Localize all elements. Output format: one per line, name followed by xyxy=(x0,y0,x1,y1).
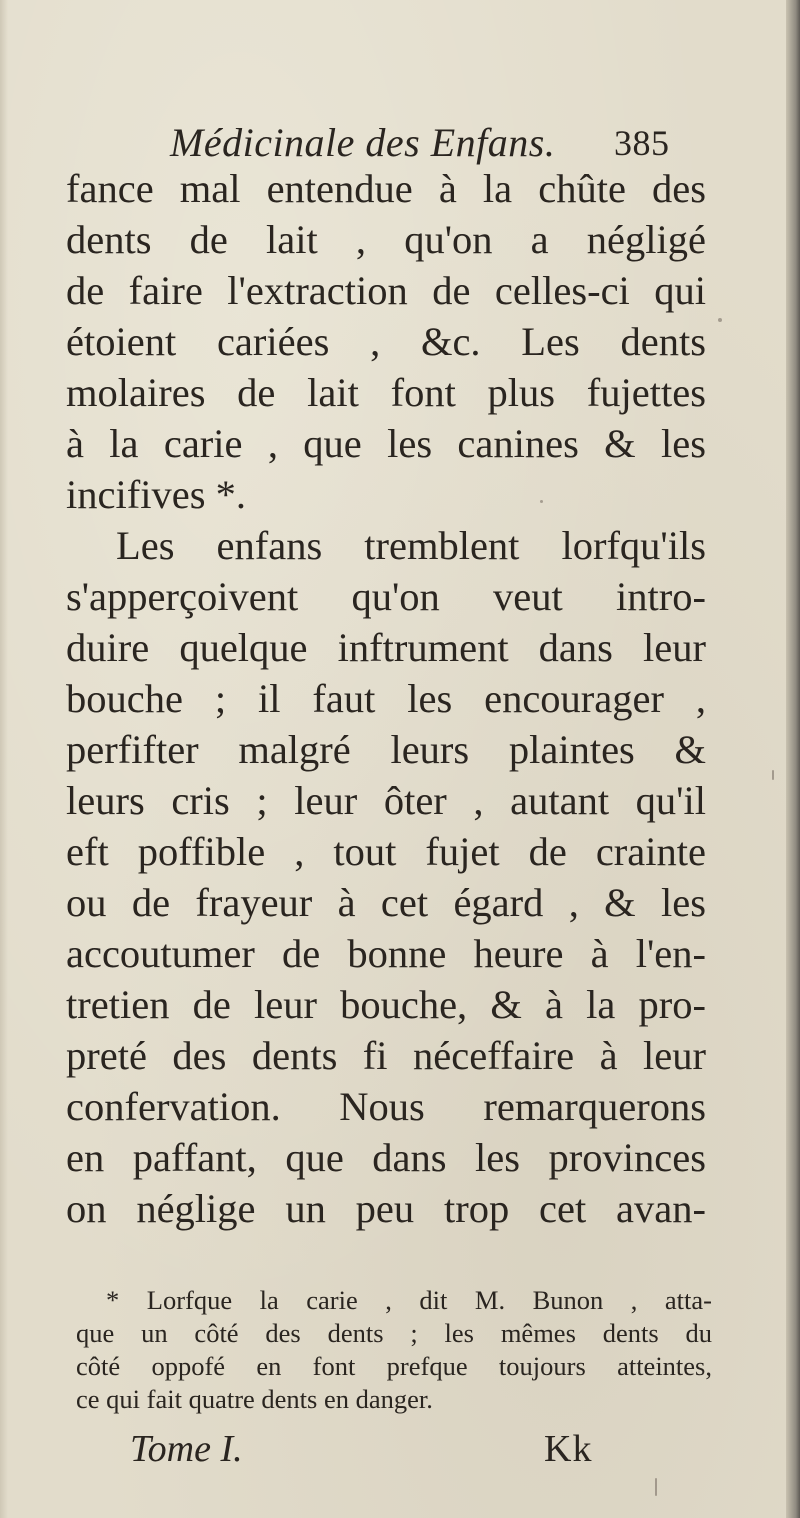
body-line: à la carie , que les canines & les xyxy=(66,421,706,466)
signature-mark: Kk xyxy=(544,1428,593,1470)
footnote-line: que un côté des dents ; les mêmes dents du xyxy=(76,1318,712,1348)
body-line: molaires de lait font plus fujettes xyxy=(66,370,706,415)
body-line-paragraph-end: incifives *. xyxy=(66,472,246,517)
body-line: preté des dents fi néceffaire à leur xyxy=(66,1033,706,1078)
body-line: confervation. Nous remarquerons xyxy=(66,1084,706,1129)
paper-speck xyxy=(540,500,543,503)
body-line: leurs cris ; leur ôter , autant qu'il xyxy=(66,778,706,823)
body-line: tretien de leur bouche, & à la pro- xyxy=(66,982,706,1027)
body-line: dents de lait , qu'on a négligé xyxy=(66,217,706,262)
footnote-line: ce qui fait quatre dents en danger. xyxy=(76,1384,433,1414)
footnote-separator-space xyxy=(66,1232,706,1272)
page-right-edge-shadow xyxy=(786,0,800,1518)
body-line: de faire l'extraction de celles-ci qui xyxy=(66,268,706,313)
footnote-line: * Lorfque la carie , dit M. Bunon , atta- xyxy=(106,1285,712,1315)
paper-speck xyxy=(655,1478,657,1496)
body-line: on néglige un peu trop cet avan- xyxy=(66,1186,706,1231)
body-line: bouche ; il faut les encourager , xyxy=(66,676,706,721)
body-text xyxy=(66,163,706,1234)
body-line: accoutumer de bonne heure à l'en- xyxy=(66,931,706,976)
running-head-title: Médicinale des Enfans. xyxy=(170,120,556,165)
body-line: perfifter malgré leurs plaintes & xyxy=(66,727,706,772)
body-line: duire quelque inftrument dans leur xyxy=(66,625,706,670)
volume-label: Tome I. xyxy=(130,1428,243,1470)
body-line: en paffant, que dans les provinces xyxy=(66,1135,706,1180)
paper-speck xyxy=(772,770,774,780)
running-head xyxy=(170,118,710,168)
page-number: 385 xyxy=(614,123,670,163)
page-footer xyxy=(130,1424,630,1474)
body-line-paragraph-start: Les enfans tremblent lorfqu'ils xyxy=(116,523,706,568)
footnote-line: côté oppofé en font prefque toujours atteintes, xyxy=(76,1351,712,1381)
body-line: fance mal entendue à la chûte des xyxy=(66,166,706,211)
page-left-edge-shadow xyxy=(0,0,8,1518)
paper-speck xyxy=(718,318,722,322)
body-line: s'apperçoivent qu'on veut intro- xyxy=(66,574,706,619)
body-line: étoient cariées , &c. Les dents xyxy=(66,319,706,364)
footnote xyxy=(76,1284,712,1416)
body-line: ou de frayeur à cet égard , & les xyxy=(66,880,706,925)
body-line: eft poffible , tout fujet de crainte xyxy=(66,829,706,874)
